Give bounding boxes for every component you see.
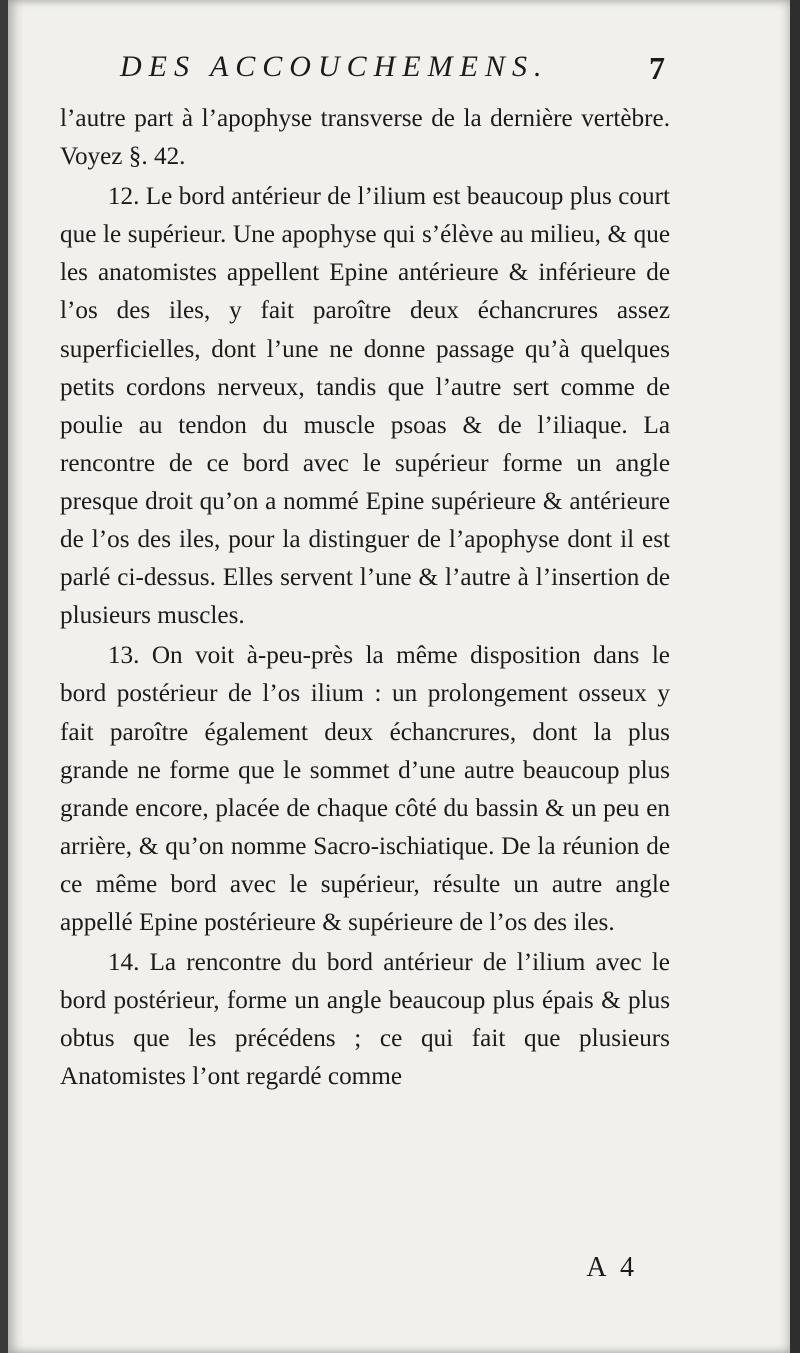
- book-page: [8, 0, 790, 1353]
- paragraph-continuation: l’autre part à l’apophyse transverse de la dernière vertèbre. Voyez §. 42.: [60, 105, 670, 171]
- paragraph-section-14: 14. La rencontre du bord antérieur de l’ilium avec le bord postérieur, forme un angle beaucoup plus épais & plus obtus que les précédens ; ce qui fait que plusieurs Anatomistes l’ont regardé comme: [60, 949, 670, 1091]
- paragraph-section-12: 12. Le bord antérieur de l’ilium est beaucoup plus court que le supérieur. Une apophyse qui s’élève au milieu, & que les anatomistes appellent Epine antérieure & inférieure de l’os des iles, y fait paroître deux échancrures assez superficielles, dont l’une ne donne passage qu’à quelques petits cordons nerveux, tandis que l’autre sert comme de poulie au tendon du muscle psoas & de l’iliaque. La rencontre de ce bord avec le supérieur forme un angle presque droit qu’on a nommé Epine supérieure & antérieure de l’os des iles, pour la distinguer de l’apophyse dont il est parlé ci-dessus. Elles servent l’une & l’autre à l’insertion de plusieurs muscles.: [60, 183, 670, 630]
- page-number: 7: [649, 50, 665, 86]
- signature-mark: A 4: [586, 1252, 638, 1283]
- paragraph-section-13: 13. On voit à-peu-près la même disposition dans le bord postérieur de l’os ilium : un prolongement osseux y fait paroître également deux échancrures, dont la plus grande ne forme que le sommet d’une autre beaucoup plus grande encore, placée de chaque côté du bassin & un peu en arrière, & qu’on nomme Sacro-ischiatique. De la réunion de ce même bord avec le supérieur, résulte un autre angle appellé Epine postérieure & supérieure de l’os des iles.: [60, 642, 670, 936]
- page-header: [120, 50, 665, 98]
- body-text: [60, 100, 670, 1096]
- running-head: DES ACCOUCHEMENS.: [120, 50, 549, 83]
- page-edge-shadow: [790, 0, 800, 1353]
